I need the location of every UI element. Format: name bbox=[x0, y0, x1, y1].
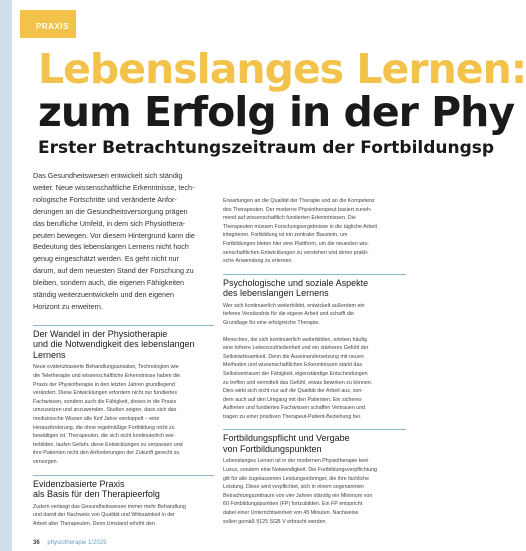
section-heading-line: Psychologische und soziale Aspekte bbox=[223, 277, 369, 288]
section-heading-line: Der Wandel in der Physiotherapie bbox=[33, 328, 168, 339]
section-heading-line: Evidenzbasierte Praxis bbox=[33, 478, 125, 489]
body-line: dern auch auf den Umgang mit den Patienten. Ein sicheres bbox=[223, 396, 362, 403]
intro-line: Bedeutung des lebenslangen Lernens nicht hoch bbox=[33, 242, 189, 252]
intro-line: das berufliche Umfeld, in dem sich Physiothera- bbox=[33, 218, 186, 228]
intro-paragraph bbox=[33, 170, 214, 313]
body-line: mend auf wissenschaftlich fundierten Erkenntnissen. Die bbox=[223, 215, 356, 222]
section-heading bbox=[223, 429, 406, 454]
body-line: Wer sich kontinuierlich weiterbildet, entwickelt außerdem ein bbox=[223, 302, 365, 309]
body-line: Leistung. Diese wird verpflichtet, sich in einem sogenannten bbox=[223, 484, 364, 491]
body-line: Lebenslanges Lernen ist in der modernen Physiotherapie kein bbox=[223, 458, 369, 465]
body-line: tieferes Verständnis für die eigene Arbeit und schafft die bbox=[223, 311, 354, 318]
body-line: 60 Fortbildungspunkten (FP) fortzubilden. Ein FP entspricht bbox=[223, 501, 363, 508]
section-tag-label: PRAXIS bbox=[36, 22, 69, 31]
body-line: versorgen. bbox=[33, 458, 59, 465]
page-number: 36 bbox=[33, 540, 40, 546]
body-line: Praxis der Physiotherapie in den letzten Jahren grundlegend bbox=[33, 381, 175, 388]
section-heading-line: Fortbildungspflicht und Vergabe bbox=[223, 433, 350, 444]
section-body bbox=[223, 457, 406, 526]
intro-line: ständig weiterzuentwickeln und den eigenen bbox=[33, 290, 175, 300]
intro-line: peuten bewegen. Vor diesem Hintergrund kann die bbox=[33, 230, 195, 240]
section-body bbox=[33, 363, 214, 466]
section-body bbox=[223, 302, 406, 328]
body-line: zu treffen und vermittelt das Gefühl, etwas bewirken zu können. bbox=[223, 379, 373, 386]
section-heading bbox=[33, 325, 214, 361]
section-heading-line: von Fortbildungspunkten bbox=[223, 443, 322, 454]
body-line: die Teletherapie und wissenschaftliche Erkenntnisse haben die bbox=[33, 372, 181, 379]
body-line: Therapeuten müssen Forschungsergebnisse in die tägliche Arbeit bbox=[223, 223, 377, 230]
right-column bbox=[223, 197, 406, 534]
section-tag bbox=[20, 10, 76, 38]
body-line: terbilden, laufen Gefahr, diese Entwicklungen zu verpassen und bbox=[33, 441, 183, 448]
body-line: Erwartungen an die Qualität der Therapie und an die Kompetenz bbox=[223, 198, 375, 204]
right-sections bbox=[223, 197, 406, 526]
subtitle: Erster Betrachtungszeitraum der Fortbildungsp bbox=[38, 138, 495, 158]
section-body bbox=[33, 503, 214, 529]
intro-line: nologische Fortschritte und veränderte Anfor- bbox=[33, 194, 177, 204]
section-body bbox=[223, 336, 406, 422]
intro-line: Das Gesundheitswesen entwickelt sich ständig bbox=[33, 171, 183, 180]
intro-line: Horizont zu erweitern. bbox=[33, 301, 103, 311]
intro-line: weiter. Neue wissenschaftliche Erkenntnisse, tech- bbox=[33, 182, 195, 192]
body-line: Grundlage für eine erfolgreiche Therapie. bbox=[223, 319, 320, 326]
page-footer bbox=[33, 540, 106, 546]
body-line: des Therapeuten. Der moderne Physiotherapeut basiert zuneh- bbox=[223, 206, 372, 213]
body-line: Herausforderung, die ohne regelmäßige Fortbildung nicht zu bbox=[33, 424, 175, 431]
article-section bbox=[33, 475, 214, 529]
body-line: Methoden und wissenschaftlichen Erkenntnissen stärkt das bbox=[223, 362, 362, 369]
body-line: Fachwissen, sondern auch die Fähigkeit, dieses in die Praxis bbox=[33, 398, 177, 405]
body-line: Arbeit aller Therapeuten. Denn Umstand erhöht den bbox=[33, 520, 155, 527]
section-heading-line: Lernens bbox=[33, 349, 66, 360]
intro-line: derungen an die Gesundheitsversorgung prägen bbox=[33, 206, 188, 216]
section-heading bbox=[33, 475, 214, 500]
body-line: Zudem verlangt das Gesundheitswesen immer mehr Behandlung bbox=[33, 503, 186, 510]
body-line: senschaftlichen Entwicklungen zu verstehen und deren prakti- bbox=[223, 249, 369, 256]
title-line-1: Lebenslanges Lernen: bbox=[38, 45, 526, 93]
title-line-2: zum Erfolg in der Phy bbox=[38, 88, 515, 136]
body-line: Menschen, die sich kontinuierlich weiterbilden, erleben häufig bbox=[223, 336, 367, 343]
body-line: integrieren. Fortbildung ist ein zentraler Baustein, um bbox=[223, 232, 348, 239]
side-color-bar bbox=[0, 0, 12, 551]
body-line: Selbstvertrauen der Fähigkeit, eigenständige Entscheidungen bbox=[223, 370, 368, 377]
section-heading bbox=[223, 274, 406, 299]
body-line: sollen gemäß §125 SGB V erbracht werden. bbox=[223, 518, 327, 525]
body-line: Betrachtungszeitraum von vier Jahren ständig ein Minimum von bbox=[223, 492, 373, 499]
body-line: dabei einer Unterrichtseinheit von 45 Minuten. Nachweise bbox=[223, 510, 359, 517]
body-line: Neue evidenzbasierte Behandlungsansätze, Technologien wie bbox=[33, 364, 179, 371]
article-section bbox=[223, 274, 406, 328]
body-line: Selbstwirksamkeit. Denn die Auseinandersetzung mit neuen bbox=[223, 353, 364, 360]
body-line: Auftreten und fundiertes Fachwissen schaffen Vertrauen und bbox=[223, 405, 366, 412]
body-line: bewältigen ist. Therapeuten, die sich nicht kontinuierlich wei- bbox=[33, 433, 176, 440]
section-heading-line: als Basis für den Therapieerfolg bbox=[33, 489, 160, 499]
intro-line: genug eingeschätzt werden. Es geht nicht nur bbox=[33, 254, 179, 264]
intro-line: darum, auf dem neuesten Stand der Forschung zu bbox=[33, 266, 194, 276]
body-line: Luxus, sondern eine Notwendigkeit. Die Fortbildungsverpflichtung bbox=[223, 467, 377, 474]
body-line: medizinische Wissen alle fünf Jahre verdoppelt – eine bbox=[33, 415, 160, 422]
body-line: Dies wirkt sich nicht nur auf die Qualität der Arbeit aus, son- bbox=[223, 388, 364, 395]
article-section bbox=[223, 429, 406, 526]
article-section bbox=[223, 197, 406, 266]
journal-name: physiotherapie 1/2025 bbox=[47, 540, 107, 546]
section-heading-line: und die Notwendigkeit des lebenslangen bbox=[33, 339, 195, 350]
body-line: gilt für alle zugelassenen Leistungserbringer, die ihre fachliche bbox=[223, 475, 370, 482]
body-line: tragen zu einer positiven Therapeut-Patient-Beziehung bei. bbox=[223, 413, 362, 420]
body-line: und damit der Nachweis von Qualität und Wirksamkeit in der bbox=[33, 512, 175, 519]
section-heading-line: des lebenslangen Lernens bbox=[223, 288, 329, 299]
article-section bbox=[33, 325, 214, 467]
body-line: sche Anwendung zu erlernen. bbox=[223, 258, 293, 265]
body-line: Fortbildungen bieten hier eine Plattform, um die neuesten wis- bbox=[223, 240, 369, 247]
body-line: ihre Patienten nicht den Anforderungen der Zukunft gerecht zu bbox=[33, 450, 180, 457]
left-column bbox=[33, 170, 214, 536]
intro-line: bleiben, sondern auch, die eigenen Fähigkeiten bbox=[33, 278, 185, 288]
article-section bbox=[223, 336, 406, 422]
body-line: eine höhere Lebenszufriedenheit und ein stärkeres Gefühl der bbox=[223, 345, 369, 352]
left-sections bbox=[33, 325, 214, 528]
section-body bbox=[223, 197, 406, 266]
body-line: verändert. Diese Entwicklungen erfordern nicht nur fundiertes bbox=[33, 390, 177, 397]
body-line: umzusetzen und anzuwenden. Studien zeigen, dass sich das bbox=[33, 407, 177, 414]
